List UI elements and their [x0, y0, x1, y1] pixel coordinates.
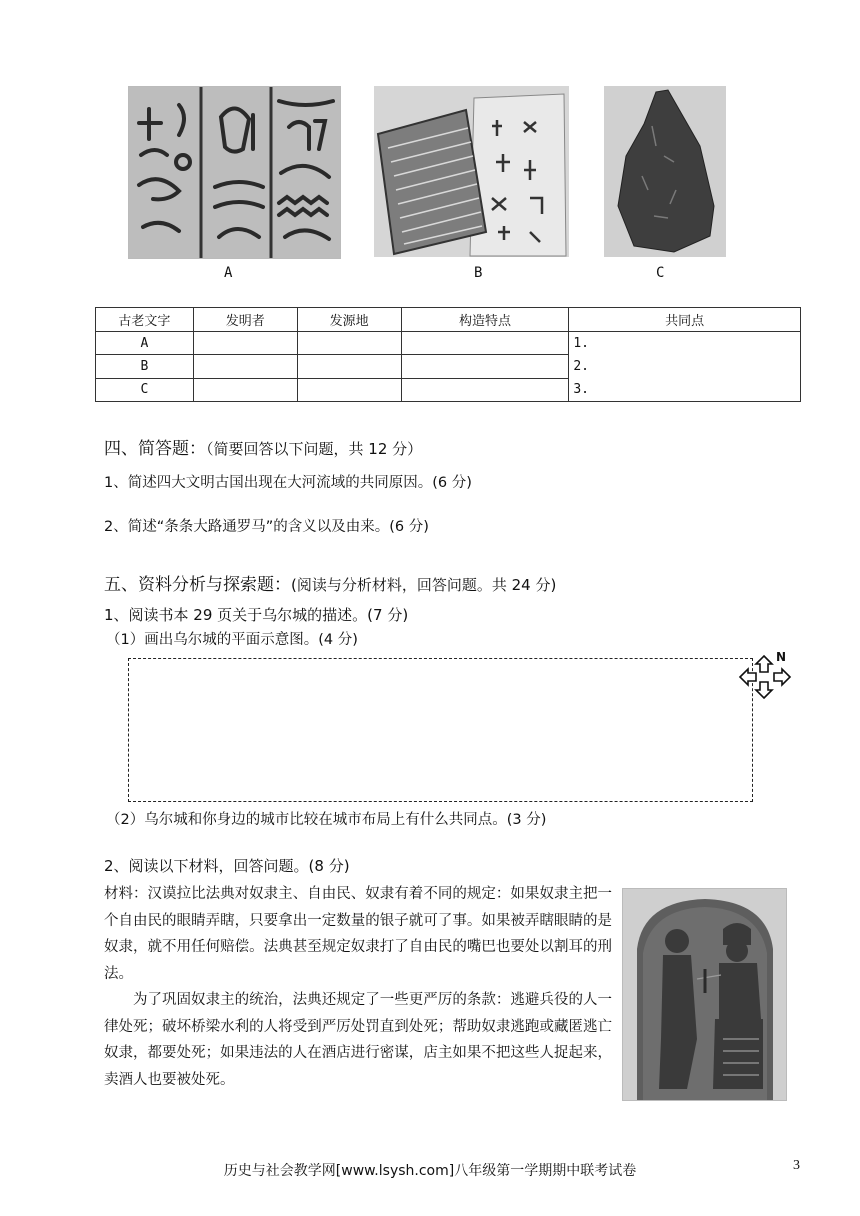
common-point-2: 2.	[573, 359, 589, 374]
compass-north-label: N	[776, 650, 787, 664]
question-5-2: 2、阅读以下材料，回答问题。(8 分)	[104, 857, 350, 875]
ancient-scripts-table	[95, 307, 801, 402]
question-5-1-2: （2）乌尔城和你身边的城市比较在城市布局上有什么共同点。(3 分)	[106, 812, 547, 828]
header-structure: 构造特点	[401, 308, 569, 332]
answer-cell[interactable]	[401, 378, 569, 401]
header-origin: 发源地	[297, 308, 401, 332]
question-5-1: 1、阅读书本 29 页关于乌尔城的描述。(7 分)	[104, 606, 409, 624]
answer-cell[interactable]	[297, 355, 401, 378]
hammurabi-stele-image	[622, 888, 787, 1101]
answer-cell[interactable]	[401, 355, 569, 378]
answer-cell[interactable]	[193, 355, 297, 378]
answer-cell[interactable]	[193, 378, 297, 401]
question-4-1: 1、简述四大文明古国出现在大河流域的共同原因。(6 分)	[104, 475, 472, 491]
hieroglyph-image	[128, 86, 341, 259]
compass-icon	[738, 652, 796, 702]
section-4-title: 四、简答题：	[104, 439, 206, 459]
section-4-note: （简要回答以下问题，共 12 分）	[206, 440, 423, 458]
answer-cell[interactable]	[401, 332, 569, 355]
section-5-heading	[104, 570, 556, 595]
common-point-1: 1.	[573, 336, 589, 351]
figure-label-b: B	[474, 265, 483, 281]
oracle-bone-image	[604, 86, 726, 257]
figure-label-a: A	[224, 265, 233, 281]
common-points-cell[interactable]	[569, 332, 801, 402]
question-5-1-1: （1）画出乌尔城的平面示意图。(4 分)	[106, 632, 358, 648]
row-label-b: B	[96, 355, 194, 378]
city-sketch-area[interactable]	[128, 658, 753, 802]
common-point-3: 3.	[573, 382, 589, 397]
header-script: 古老文字	[96, 308, 194, 332]
row-label-c: C	[96, 378, 194, 401]
answer-cell[interactable]	[193, 332, 297, 355]
page-footer: 历史与社会教学网[www.lsysh.com]八年级第一学期期中联考试卷	[223, 1163, 637, 1179]
material-paragraph-1: 材料：汉谟拉比法典对奴隶主、自由民、奴隶有着不同的规定：如果奴隶主把一个自由民的眼睛弄瞎，只要拿出一定数量的银子就可了事。如果被弄瞎眼睛的是奴隶，就不用任何赔偿。法典甚至规定奴隶打了自由民的嘴巴也要处以割耳的刑法。	[104, 886, 612, 982]
section-5-note: (阅读与分析材料，回答问题。共 24 分)	[291, 576, 557, 594]
cuneiform-image	[374, 86, 569, 257]
row-label-a: A	[96, 332, 194, 355]
page-number: 3	[793, 1158, 800, 1173]
figure-label-c: C	[656, 265, 665, 281]
header-inventor: 发明者	[193, 308, 297, 332]
section-4-heading	[104, 434, 422, 459]
answer-cell[interactable]	[297, 332, 401, 355]
answer-cell[interactable]	[297, 378, 401, 401]
material-paragraph-2: 为了巩固奴隶主的统治，法典还规定了一些更严厉的条款：逃避兵役的人一律处死；破坏桥梁水利的人将受到严厉处罚直到处死；帮助奴隶逃跑或藏匿逃亡奴隶，都要处死；如果违法的人在酒店进行密谋，店主如果不把这些人捉起来，卖酒人也要被处死。	[104, 992, 612, 1088]
section-5-title: 五、资料分析与探索题：	[104, 575, 291, 595]
hammurabi-material	[104, 881, 612, 1093]
header-common: 共同点	[569, 308, 801, 332]
question-4-2: 2、简述“条条大路通罗马”的含义以及由来。(6 分)	[104, 519, 429, 535]
